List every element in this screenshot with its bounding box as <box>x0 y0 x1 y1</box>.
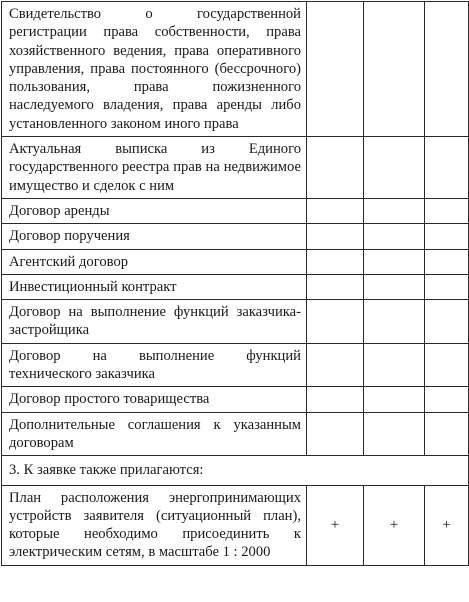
table-row <box>2 300 469 344</box>
table-row <box>2 485 469 565</box>
document-name: Актуальная выписка из Единого государственного реестра прав на недвижимое имущество и сделок с ним <box>9 141 301 194</box>
table-row <box>2 387 469 412</box>
mark-cell <box>307 412 364 456</box>
mark-cell <box>307 343 364 387</box>
document-name-cell <box>2 485 307 565</box>
document-name: План расположения энергопринимающих устройств заявителя (ситуационный план), которые необходимо присоединить к электрическим сетям, в масштабе 1 : 2000 <box>9 489 301 561</box>
document-name: Договор на выполнение функций заказчика-застройщика <box>9 304 301 339</box>
plus-mark: + <box>307 485 364 565</box>
document-name: Договор аренды <box>9 202 110 219</box>
mark-cell <box>364 2 425 137</box>
mark-cell <box>364 343 425 387</box>
table-row <box>2 2 469 137</box>
plus-mark: + <box>425 485 469 565</box>
table-row <box>2 249 469 274</box>
mark-cell <box>364 224 425 249</box>
mark-cell <box>307 224 364 249</box>
document-name-cell <box>2 300 307 344</box>
document-name-cell <box>2 2 307 137</box>
plus-mark: + <box>364 485 425 565</box>
document-name-cell <box>2 137 307 199</box>
document-name-cell <box>2 343 307 387</box>
mark-cell <box>307 387 364 412</box>
document-name-cell <box>2 249 307 274</box>
mark-cell <box>307 2 364 137</box>
section-heading: 3. К заявке также прилагаются: <box>2 456 469 485</box>
document-name: Дополнительные соглашения к указанным договорам <box>9 416 301 451</box>
mark-cell <box>364 137 425 199</box>
mark-cell <box>307 300 364 344</box>
mark-cell <box>307 249 364 274</box>
mark-cell <box>364 274 425 299</box>
mark-cell <box>364 249 425 274</box>
mark-cell <box>425 300 469 344</box>
document-name-cell <box>2 412 307 456</box>
document-name: Инвестиционный контракт <box>9 278 177 295</box>
mark-cell <box>307 198 364 223</box>
document-name: Договор на выполнение функций технического заказчика <box>9 347 301 383</box>
section-row <box>2 456 469 485</box>
table-row <box>2 343 469 387</box>
mark-cell <box>425 249 469 274</box>
document-name: Договор поручения <box>9 228 130 245</box>
mark-cell <box>307 274 364 299</box>
mark-cell <box>425 387 469 412</box>
mark-cell <box>307 137 364 199</box>
document-name-cell <box>2 274 307 299</box>
table-row <box>2 224 469 249</box>
document-name-cell <box>2 224 307 249</box>
table-row <box>2 274 469 299</box>
table-row <box>2 137 469 199</box>
mark-cell <box>364 387 425 412</box>
mark-cell <box>364 300 425 344</box>
document-name: Договор простого товарищества <box>9 391 210 408</box>
mark-cell <box>425 224 469 249</box>
documents-table <box>1 1 469 566</box>
document-name-cell <box>2 198 307 223</box>
mark-cell <box>364 198 425 223</box>
mark-cell <box>425 274 469 299</box>
document-name: Агентский договор <box>9 253 129 270</box>
table-row <box>2 198 469 223</box>
document-name: Свидетельство о государственной регистрации права собственности, права хозяйственного ведения, права оперативного управления, права постоянного (бессрочного) пользования, права пожизненного наследуемого владения, права аренды либо установленного законом иного права <box>9 6 301 132</box>
mark-cell <box>425 343 469 387</box>
table-row <box>2 412 469 456</box>
mark-cell <box>425 2 469 137</box>
mark-cell <box>364 412 425 456</box>
mark-cell <box>425 412 469 456</box>
document-name-cell <box>2 387 307 412</box>
mark-cell <box>425 198 469 223</box>
mark-cell <box>425 137 469 199</box>
